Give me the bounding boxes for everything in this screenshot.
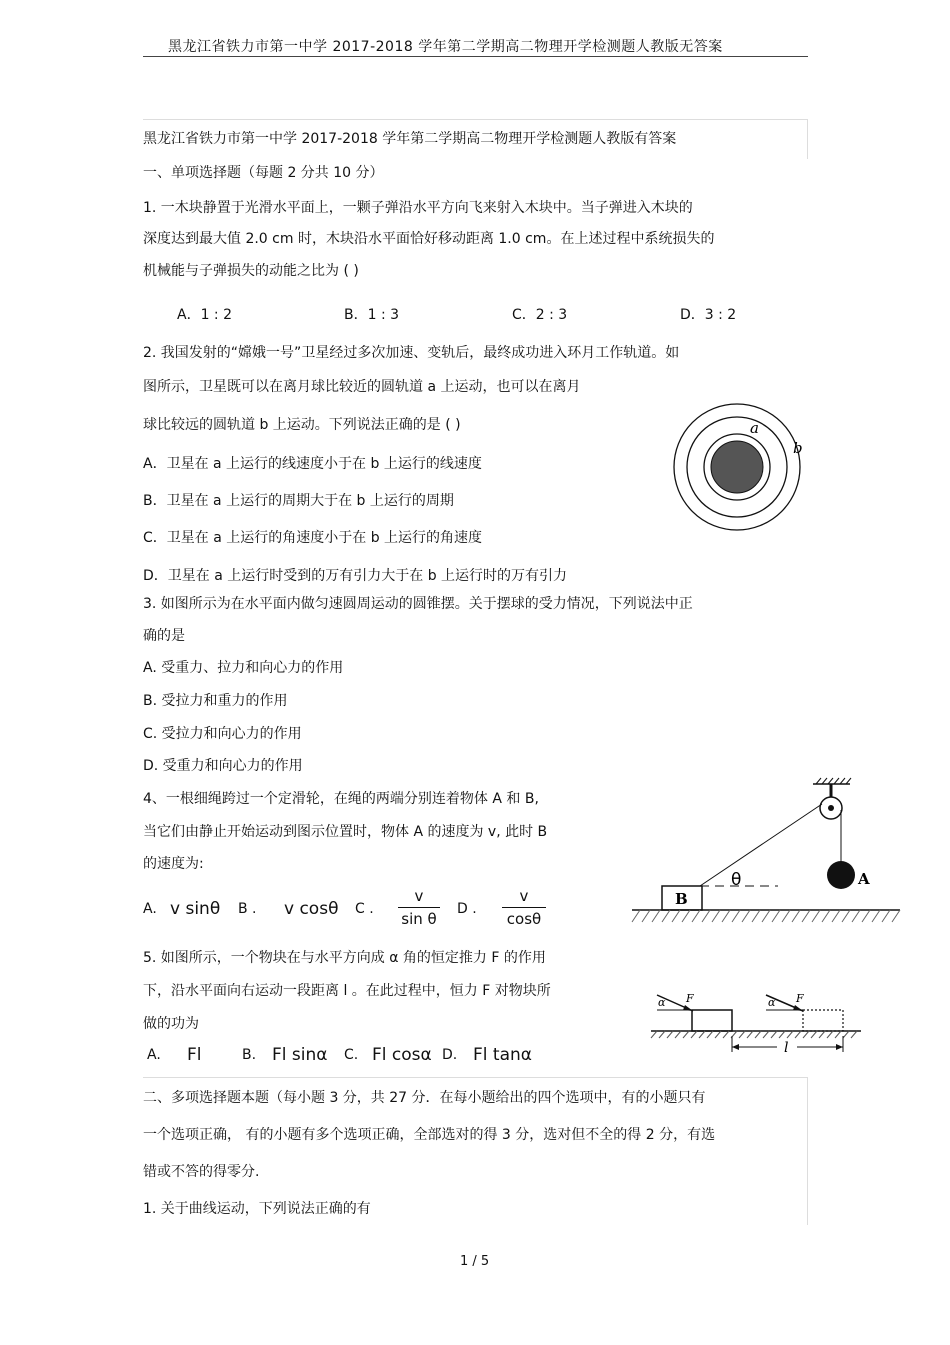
section-heading: 一、单项选择题（每题 2 分共 10 分）	[143, 165, 384, 181]
option-a-label: A.	[147, 1047, 161, 1063]
option-c: C．2 : 3	[512, 307, 568, 323]
push-force-diagram	[645, 980, 865, 1058]
question-text: 做的功为	[143, 1016, 199, 1032]
option-c-value: Fl cosα	[372, 1045, 432, 1065]
orbit-b-label: b	[793, 439, 803, 457]
page-number: 1 / 5	[460, 1254, 490, 1269]
theta-label: θ	[731, 870, 742, 890]
option-d-label: D .	[457, 901, 477, 917]
option-c: C．卫星在 a 上运行的角速度小于在 b 上运行的角速度	[143, 530, 483, 546]
option-b-value: v cosθ	[284, 899, 339, 919]
question-text: 1. 一木块静置于光滑水平面上，一颗子弹沿水平方向飞来射入木块中。当子弹进入木块的	[143, 200, 693, 216]
alpha-label: α	[768, 996, 776, 1009]
option-c-label: C.	[344, 1047, 359, 1063]
fraction-bar	[502, 907, 546, 908]
option-a: A．1 : 2	[177, 307, 233, 323]
option-c: C. 受拉力和向心力的作用	[143, 726, 302, 742]
option-c-fraction	[398, 887, 440, 928]
option-d-fraction	[502, 887, 546, 928]
question-text: 球比较远的圆轨道 b 上运动。下列说法正确的是 ( )	[143, 417, 461, 433]
option-b-label: B.	[242, 1047, 257, 1063]
alpha-label: α	[658, 996, 666, 1009]
question-text: 当它们由静止开始运动到图示位置时，物体 A 的速度为 v, 此时 B	[143, 824, 548, 840]
option-d-label: D.	[442, 1047, 458, 1063]
fraction-bar	[398, 907, 440, 908]
option-a-value: v sinθ	[170, 899, 221, 919]
frame-line	[807, 1077, 808, 1225]
question-text: 下，沿水平面向右运动一段距离 l 。在此过程中，恒力 F 对物块所	[143, 983, 551, 999]
fraction-denominator: sin θ	[401, 910, 437, 928]
question-text: 机械能与子弹损失的动能之比为 ( )	[143, 263, 359, 279]
option-a-value: Fl	[187, 1045, 202, 1065]
block-b-label: B	[675, 890, 688, 908]
option-d: D．3 : 2	[680, 307, 737, 323]
force-label: F	[796, 992, 804, 1005]
question-text: 确的是	[143, 628, 185, 644]
frame-line	[807, 119, 808, 159]
option-c-label: C .	[355, 901, 374, 917]
question-text: 3. 如图所示为在水平面内做匀速圆周运动的圆锥摆。关于摆球的受力情况，下列说法中正	[143, 596, 693, 612]
option-a-label: A.	[143, 901, 157, 917]
option-b-label: B .	[238, 901, 257, 917]
fraction-denominator: cosθ	[506, 910, 542, 928]
distance-label: l	[784, 1040, 789, 1056]
frame-line	[143, 119, 808, 120]
question-text: 图所示，卫星既可以在离月球比较近的圆轨道 a 上运动，也可以在离月	[143, 379, 581, 395]
force-label: F	[686, 992, 694, 1005]
option-d-value: Fl tanα	[473, 1045, 532, 1065]
option-b: B．卫星在 a 上运行的周期大于在 b 上运行的周期	[143, 493, 454, 509]
section-heading: 二、多项选择题本题（每小题 3 分，共 27 分．在每小题给出的四个选项中，有的小题只有	[143, 1090, 706, 1106]
question-text: 深度达到最大值 2.0 cm 时，木块沿水平面恰好移动距离 1.0 cm。在上述过程中系统损失的	[143, 231, 715, 247]
orbit-a-label: a	[750, 419, 759, 437]
option-d: D. 受重力和向心力的作用	[143, 758, 303, 774]
section-instructions: 一个选项正确， 有的小题有多个选项正确，全部选对的得 3 分，选对但不全的得 2 分，有选	[143, 1127, 716, 1143]
block-a-label: A	[858, 870, 870, 888]
header-rule	[143, 56, 808, 57]
fraction-numerator: v	[414, 887, 424, 905]
option-d: D．卫星在 a 上运行时受到的万有引力大于在 b 上运行时的万有引力	[143, 568, 568, 584]
option-b-value: Fl sinα	[272, 1045, 328, 1065]
question-text: 4、一根细绳跨过一个定滑轮，在绳的两端分别连着物体 A 和 B,	[143, 791, 539, 807]
fraction-numerator: v	[519, 887, 529, 905]
frame-line	[143, 1077, 808, 1078]
question-text: 5. 如图所示，一个物块在与水平方向成 α 角的恒定推力 F 的作用	[143, 950, 546, 966]
option-a: A．卫星在 a 上运行的线速度小于在 b 上运行的线速度	[143, 456, 482, 472]
pulley-diagram	[628, 776, 904, 926]
question-text: 2. 我国发射的“嫦娥一号”卫星经过多次加速、变轨后，最终成功进入环月工作轨道。如	[143, 345, 680, 361]
orbit-diagram	[670, 400, 810, 540]
option-b: B．1 : 3	[344, 307, 400, 323]
section-instructions: 错或不答的得零分.	[143, 1164, 260, 1180]
option-a: A. 受重力、拉力和向心力的作用	[143, 660, 344, 676]
option-b: B. 受拉力和重力的作用	[143, 693, 288, 709]
running-header: 黑龙江省铁力市第一中学 2017-2018 学年第二学期高二物理开学检测题人教版无答案	[168, 39, 723, 55]
question-text: 的速度为:	[143, 856, 204, 872]
document-title: 黑龙江省铁力市第一中学 2017-2018 学年第二学期高二物理开学检测题人教版有答案	[143, 131, 677, 147]
question-text: 1. 关于曲线运动，下列说法正确的有	[143, 1201, 371, 1217]
